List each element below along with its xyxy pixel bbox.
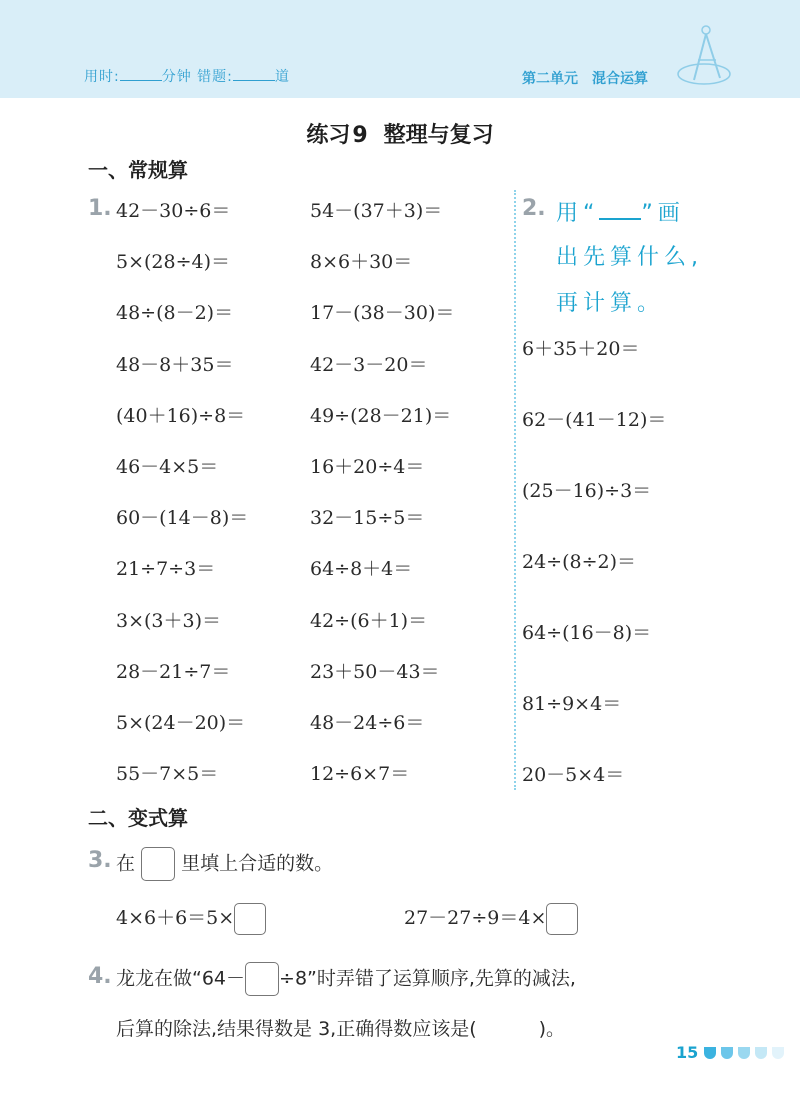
q2-text-a: 用“ (556, 201, 600, 226)
section-heading-regular: 一、常规算 (88, 158, 188, 182)
time-errors-line (84, 66, 290, 86)
q1-col1-expression: 21÷7÷3＝ (116, 558, 216, 581)
q1-col2-expression: 23＋50－43＝ (310, 660, 440, 683)
q1-col1-expression: 3×(3＋3)＝ (116, 609, 222, 632)
q4-line2-text-a: 后算的除法,结果得数是 3,正确得数应该是( (116, 1018, 477, 1040)
q1-col1-expression: 5×(24－20)＝ (116, 712, 246, 734)
title-prefix: 练习 (306, 123, 351, 148)
answer-box-2[interactable] (546, 903, 578, 935)
unit-heading (522, 68, 662, 88)
q2-expression: 81÷9×4＝ (522, 693, 622, 715)
q4-text-a: 龙龙在做“64－ (116, 967, 246, 990)
q2-expression: (25－16)÷3＝ (522, 480, 652, 502)
answer-box-1[interactable] (234, 903, 266, 935)
q2-expression: 20－5×4＝ (522, 764, 625, 786)
question-number-4: 4. (88, 964, 112, 989)
q1-col1-expression: 48÷(8－2)＝ (116, 302, 234, 325)
q1-col2-expression: 64÷8＋4＝ (310, 558, 413, 581)
q3-equation-1 (116, 903, 266, 935)
section-heading-variant: 二、变式算 (88, 806, 188, 830)
footer-dot (738, 1047, 750, 1059)
q1-col2-expression: 17－(38－30)＝ (310, 302, 455, 325)
footer-dots (704, 1047, 789, 1059)
q1-col2-expression: 16＋20÷4＝ (310, 456, 425, 478)
q3-instruction (116, 847, 333, 881)
page-footer (676, 1043, 789, 1062)
question-number-2: 2. (522, 196, 546, 221)
underline-sample (599, 200, 641, 220)
footer-dot (704, 1047, 716, 1059)
errors-blank[interactable] (233, 68, 275, 81)
q2-instruction-line1 (556, 196, 685, 227)
q1-col2-expression: 42÷(6＋1)＝ (310, 609, 428, 632)
q4-text-b: ÷8”时弄错了运算顺序,先算的减法, (279, 967, 576, 990)
q1-col1-expression: (40＋16)÷8＝ (116, 404, 246, 427)
q2-expression: 62－(41－12)＝ (522, 409, 667, 431)
q1-col2-expression: 48－24÷6＝ (310, 712, 425, 734)
q1-col1-expression: 46－4×5＝ (116, 456, 219, 478)
q2-text-b: ”画 (641, 201, 685, 226)
q1-col1-expression: 5×(28÷4)＝ (116, 251, 231, 274)
q3-text-a: 在 (116, 852, 136, 875)
q3-eq2-text: 27－27÷9＝4× (404, 907, 547, 929)
time-blank[interactable] (120, 68, 162, 81)
header-scallop-edge (0, 88, 800, 102)
footer-dot (721, 1047, 733, 1059)
q2-instruction-line3: 再计算。 (556, 291, 665, 316)
answer-box-3[interactable] (245, 962, 279, 996)
q3-equation-2 (404, 903, 578, 935)
time-label: 用时: (84, 69, 120, 85)
question-number-3: 3. (88, 848, 112, 873)
page-title (0, 118, 800, 149)
q1-col2-expression: 42－3－20＝ (310, 353, 428, 376)
q2-expression: 24÷(8÷2)＝ (522, 551, 637, 573)
minute-label: 分钟 (161, 69, 192, 85)
page-number: 15 (676, 1043, 699, 1062)
compass-icon (676, 22, 736, 88)
q1-col1-expression: 42－30÷6＝ (116, 200, 231, 222)
q4-line2-text-b: )。 (538, 1018, 566, 1040)
q2-expression: 6＋35＋20＝ (522, 338, 640, 360)
errors-label: 错题: (197, 69, 233, 85)
q4-line-2 (116, 1014, 565, 1041)
footer-dot (755, 1047, 767, 1059)
title-number: 9 (352, 123, 368, 148)
q2-expression: 64÷(16－8)＝ (522, 622, 652, 644)
question-unit-label: 道 (274, 69, 290, 85)
footer-dot (772, 1047, 784, 1059)
q1-col2-expression: 8×6＋30＝ (310, 251, 413, 274)
q1-col2-expression: 49÷(28－21)＝ (310, 404, 452, 427)
q3-eq1-text: 4×6＋6＝5× (116, 907, 235, 929)
q1-col1-expression: 48－8＋35＝ (116, 353, 234, 376)
q1-col2-expression: 32－15÷5＝ (310, 507, 425, 530)
q1-col1-expression: 28－21÷7＝ (116, 660, 231, 683)
sample-box (141, 847, 175, 881)
topic-label: 混合运算 (592, 71, 648, 87)
q1-col2-expression: 12÷6×7＝ (310, 763, 410, 786)
q1-col1-expression: 55－7×5＝ (116, 763, 219, 786)
q2-instruction-line2: 出先算什么, (556, 245, 703, 270)
title-text: 整理与复习 (383, 123, 494, 148)
q1-col2-expression: 54－(37＋3)＝ (310, 200, 443, 222)
column-divider (514, 190, 516, 790)
question-number-1: 1. (88, 196, 112, 221)
q4-line-1 (116, 962, 576, 996)
unit-label: 第二单元 (522, 71, 578, 87)
q1-col1-expression: 60－(14－8)＝ (116, 507, 249, 530)
q3-text-b: 里填上合适的数。 (181, 852, 334, 875)
